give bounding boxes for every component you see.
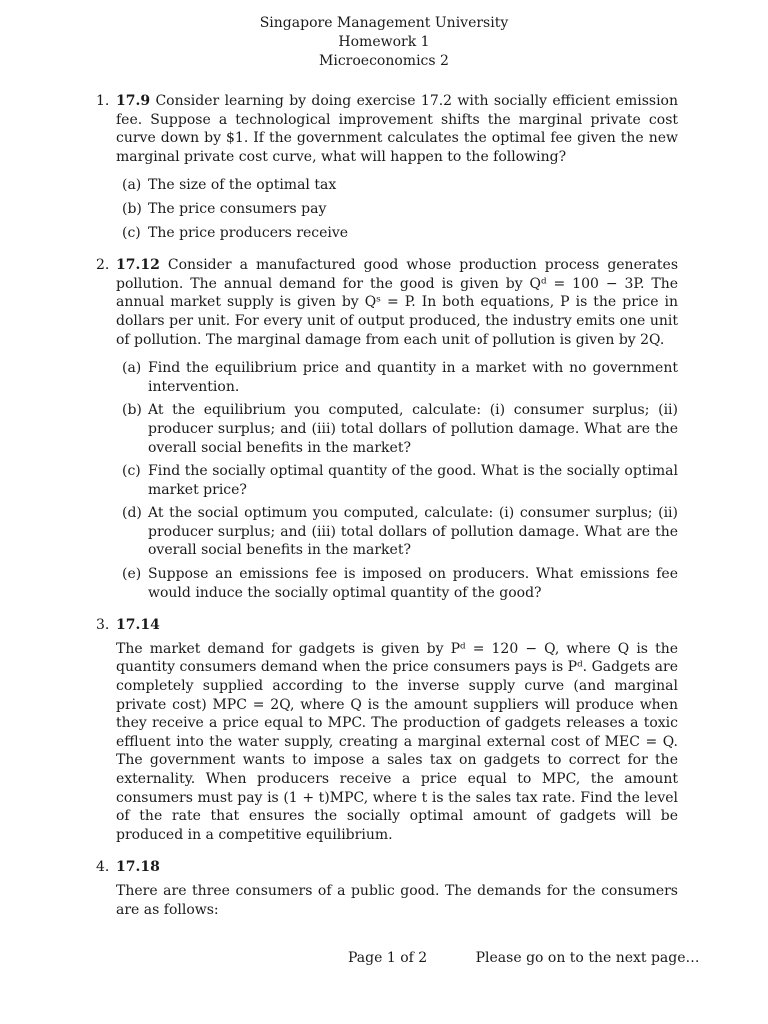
sub-question-list: [116, 359, 678, 602]
homework-title: Homework 1: [338, 34, 430, 50]
exercise-id: 17.14: [116, 617, 160, 634]
sub-question: (b) At the equilibrium you computed, calculate: (i) consumer surplus; (ii) producer surplus; and (iii) total dollars of pollution damage. What are the overall social benefits in the market?: [122, 402, 678, 456]
question-number: 2.: [96, 257, 110, 274]
sub-question: (e) Suppose an emissions fee is imposed on producers. What emissions fee would induce the socially optimal quantity of the good?: [122, 566, 678, 601]
page-footer: [348, 950, 700, 966]
sub-question: (a) The size of the optimal tax: [122, 177, 337, 194]
exercise-id: 17.12: [116, 257, 160, 274]
question-text: Consider a manufactured good whose production process generates pollution. The annual demand for the good is given by Qᵈ = 100 − 3P. The annual market supply is given by Qˢ = P. In both equations, P is the price in dollars per unit. For every unit of output produced, the industry emits one unit of pollution. The marginal damage from each unit of pollution is given by 2Q.: [116, 257, 678, 348]
question-1: [96, 92, 678, 242]
question-4: [96, 858, 678, 919]
question-number: 4.: [96, 859, 110, 876]
sub-question: (c) Find the socially optimal quantity of the good. What is the socially optimal market price?: [122, 463, 678, 498]
sub-question: (b) The price consumers pay: [122, 200, 327, 217]
sub-question-list: [116, 176, 678, 242]
question-list: [96, 92, 678, 933]
sub-question: (a) Find the equilibrium price and quantity in a market with no government intervention.: [122, 360, 678, 395]
question-2: [96, 256, 678, 602]
question-number: 1.: [96, 93, 110, 109]
question-number: 3.: [96, 617, 110, 634]
document-header: [0, 14, 768, 71]
question-text: Consider learning by doing exercise 17.2 with socially efficient emission fee. Suppose a technological improvement shifts the marginal private cost curve down by $1. If the government calculates the optimal fee given the new marginal private cost curve, what will happen to the following?: [116, 93, 679, 165]
course-name: Microeconomics 2: [319, 53, 449, 69]
question-3: [96, 616, 678, 844]
exercise-id: 17.9: [116, 93, 151, 109]
exercise-id: 17.18: [116, 859, 160, 876]
sub-question: (d) At the social optimum you computed, calculate: (i) consumer surplus; (ii) producer surplus; and (iii) total dollars of pollution damage. What are the overall social benefits in the market?: [122, 505, 678, 559]
question-text: There are three consumers of a public good. The demands for the consumers are as follows:: [116, 882, 678, 918]
university-name: Singapore Management University: [259, 15, 509, 31]
sub-question: (c) The price producers receive: [122, 224, 349, 241]
page-number: Page 1 of 2: [348, 950, 428, 966]
question-text: The market demand for gadgets is given by Pᵈ = 120 − Q, where Q is the quantity consumers demand when the price consumers pays is Pᵈ. Gadgets are completely supplied according to the inverse supply curve (and marginal private cost) MPC = 2Q, where Q is the amount suppliers will produce when they receive a price equal to MPC. The production of gadgets releases a toxic effluent into the water supply, creating a marginal external cost of MEC = Q. The government wants to impose a sales tax on gadgets to correct for the externality. When producers receive a price equal to MPC, the amount consumers must pay is (1 + t)MPC, where t is the sales tax rate. Find the level of the rate that ensures the socially optimal amount of gadgets will be produced in a competitive equilibrium.: [116, 640, 678, 843]
next-page-note: Please go on to the next page…: [475, 950, 700, 966]
